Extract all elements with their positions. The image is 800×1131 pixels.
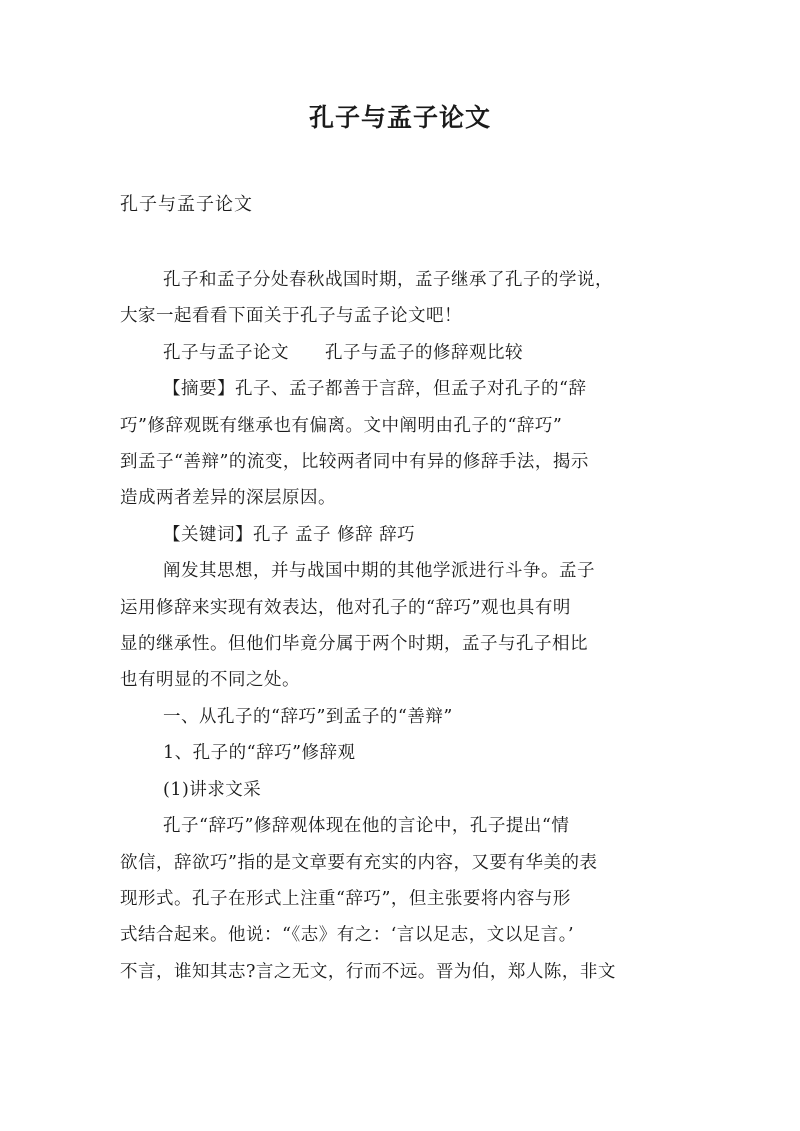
paragraph-line: 造成两者差异的深层原因。 (120, 488, 336, 509)
paragraph-line: 【摘要】孔子、孟子都善于言辞，但孟子对孔子的“辞 (163, 379, 587, 400)
paragraph-line: 显的继承性。但他们毕竟分属于两个时期，孟子与孔子相比 (120, 634, 588, 655)
paragraph-line: 一、从孔子的“辞巧”到孟子的“善辩” (163, 706, 453, 727)
paragraph-line: 不言，谁知其志?言之无文，行而不远。晋为伯，郑人陈，非文 (120, 961, 616, 982)
paragraph-intro (120, 262, 682, 335)
paragraph-body-1 (120, 553, 682, 699)
paragraph-abstract (120, 371, 682, 517)
paragraph-line: (1)讲求文采 (163, 779, 262, 800)
section-heading (120, 699, 682, 735)
document-body (120, 262, 682, 990)
document-title: 孔子与孟子论文 (308, 103, 491, 132)
paragraph-heading-line (120, 335, 682, 371)
document-subtitle: 孔子与孟子论文 (120, 194, 253, 215)
paragraph-line: 现形式。孔子在形式上注重“辞巧”，但主张要将内容与形 (120, 888, 571, 909)
paragraph-line: 阐发其思想，并与战国中期的其他学派进行斗争。孟子 (163, 561, 595, 582)
paragraph-line: 也有明显的不同之处。 (120, 670, 300, 691)
paragraph-line: 运用修辞来实现有效表达，他对孔子的“辞巧”观也具有明 (120, 597, 571, 618)
paragraph-line: 巧”修辞观既有继承也有偏离。文中阐明由孔子的“辞巧” (120, 415, 563, 436)
paragraph-body-2 (120, 808, 682, 990)
paragraph-keywords (120, 517, 682, 553)
paragraph-line: 孔子“辞巧”修辞观体现在他的言论中，孔子提出“情 (163, 816, 570, 837)
paragraph-line: 1、孔子的“辞巧”修辞观 (163, 743, 356, 764)
paragraph-line: 式结合起来。他说：“《志》有之：‘言以足志，文以足言。’ (120, 925, 575, 946)
heading-part-1: 孔子与孟子论文 (163, 342, 289, 363)
paragraph-line: 【关键词】孔子 孟子 修辞 辞巧 (163, 524, 416, 545)
paragraph-line: 到孟子“善辩”的流变，比较两者同中有异的修辞手法，揭示 (120, 452, 589, 473)
heading-part-2: 孔子与孟子的修辞观比较 (325, 342, 523, 363)
subsection-heading (120, 735, 682, 771)
paragraph-line: 大家一起看看下面关于孔子与孟子论文吧！ (120, 306, 462, 327)
paragraph-line (120, 335, 682, 371)
paragraph-line: 孔子和孟子分处春秋战国时期，孟子继承了孔子的学说， (163, 270, 613, 290)
paragraph-line: 欲信，辞欲巧”指的是文章要有充实的内容，又要有华美的表 (120, 852, 598, 873)
subsubsection-heading (120, 772, 682, 808)
